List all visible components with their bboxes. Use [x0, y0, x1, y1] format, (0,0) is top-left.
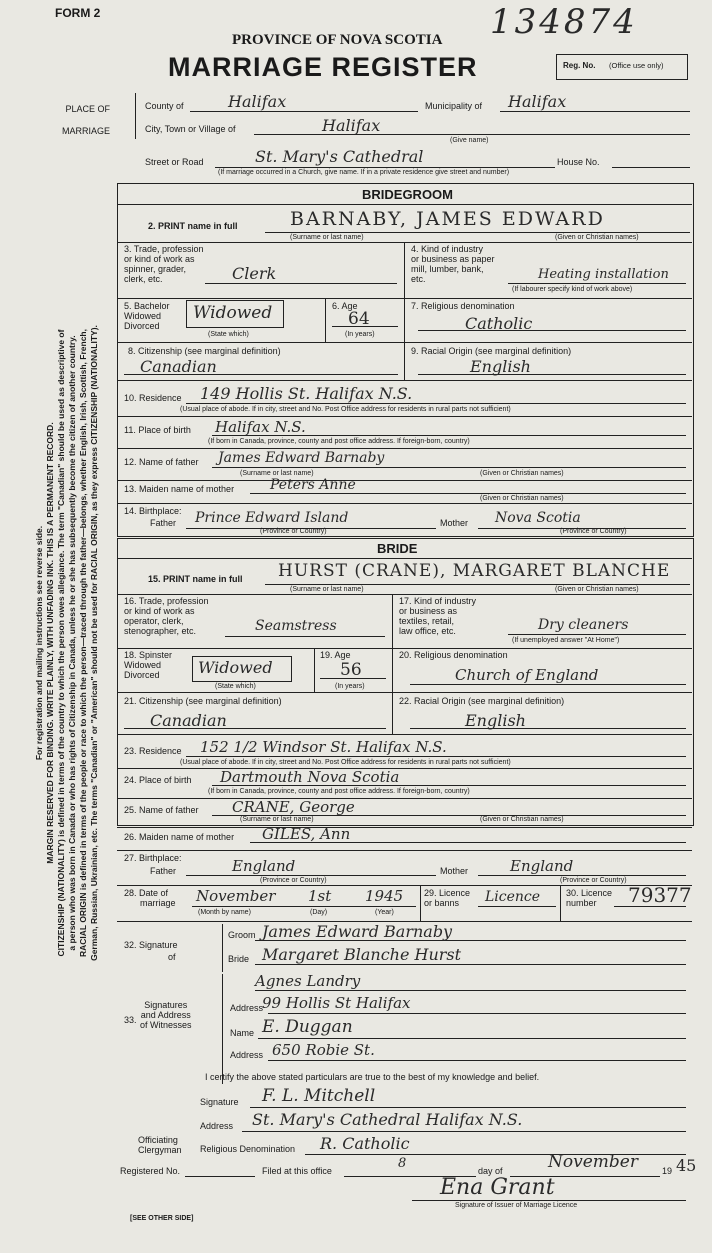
groom-trade-label: 3. Trade, profession or kind of work as spinner, grader, clerk, etc. [124, 244, 204, 284]
groom-birth-label: 11. Place of birth [124, 425, 191, 435]
margin-line: RACIAL ORIGIN is defined in terms of the people or race to which the person—traced through the father—belongs, whether English, Irish, Scottish, French, [78, 329, 88, 957]
clergy-signature-word: Signature [200, 1097, 239, 1107]
groom-signature: James Edward Barnaby [262, 922, 453, 941]
filed-day: 8 [398, 1156, 407, 1171]
groom-residence-value: 149 Hollis St. Halifax N.S. [200, 384, 413, 403]
groom-birthplace-label: 14. Birthplace: [124, 506, 182, 516]
house-label: House No. [557, 157, 600, 167]
groom-mother-birth: Nova Scotia [495, 510, 581, 526]
province-title: PROVINCE OF NOVA SCOTIA [232, 32, 443, 48]
bride-industry-value: Dry cleaners [538, 617, 629, 633]
margin-line: CITIZENSHIP (NATIONALITY) is defined in terms of the country to which the person owes allegiance. The term "Canadian" should be used as descriptive of [56, 329, 66, 957]
signature-label: 32. Signature [124, 940, 178, 950]
groom-father-word: Father [150, 518, 177, 528]
reg-no-box [556, 54, 688, 80]
street-note: (If marriage occurred in a Church, give name. If in a private residence give street and number) [218, 169, 510, 176]
bride-birth-label: 24. Place of birth [124, 775, 192, 785]
bride-father-word: Father [150, 866, 177, 876]
municipality-value: Halifax [508, 92, 567, 111]
marriage-year: 1945 [365, 887, 404, 905]
office-use-label: (Office use only) [609, 61, 664, 70]
county-value: Halifax [228, 92, 287, 111]
bride-in-years: (In years) [335, 683, 365, 690]
bride-birth-value: Dartmouth Nova Scotia [220, 768, 400, 786]
bride-status-value: Widowed [198, 658, 273, 677]
bride-residence-value: 152 1/2 Windsor St. Halifax N.S. [200, 738, 447, 756]
witness-label: Signatures and Address of Witnesses [140, 1000, 192, 1030]
place-label-2: MARRIAGE [62, 126, 111, 136]
filed-year: 45 [676, 1156, 697, 1175]
bride-mother-word: Mother [440, 866, 469, 876]
groom-birth-value: Halifax N.S. [215, 418, 306, 436]
bridegroom-heading: BRIDEGROOM [362, 187, 453, 202]
clergy-address: St. Mary's Cathedral Halifax N.S. [252, 1110, 523, 1129]
bride-name-value: HURST (CRANE), MARGARET BLANCHE [278, 561, 671, 581]
form-number: 134874 [490, 2, 638, 42]
groom-status-label: 5. Bachelor Widowed Divorced [124, 301, 170, 331]
groom-industry-value: Heating installation [538, 267, 669, 282]
groom-residence-cap: (Usual place of abode. If in city, street and No. Post Office address for residents in rural parts not sufficient) [180, 406, 511, 413]
groom-mother-given-cap: (Given or Christian names) [480, 495, 564, 502]
given-cap: (Given or Christian names) [555, 234, 639, 241]
witness2-address: 650 Robie St. [272, 1041, 375, 1059]
form-label: FORM 2 [55, 6, 101, 20]
bride-father-given-cap: (Given or Christian names) [480, 816, 564, 823]
bride-mother-birth: England [510, 857, 574, 875]
bride-residence-label: 23. Residence [124, 746, 182, 756]
bride-birth-cap: (If born in Canada, province, county and post office address. If foreign-born, country) [208, 788, 470, 795]
groom-prov-cap-1: (Province or Country) [260, 528, 327, 535]
groom-word: Groom [228, 930, 256, 940]
month-cap: (Month by name) [198, 909, 251, 916]
bride-surname-cap: (Surname or last name) [290, 586, 364, 593]
groom-age-value: 64 [348, 309, 370, 329]
witness1-name: Agnes Landry [255, 972, 361, 990]
groom-industry-label: 4. Kind of industry or business as paper mill, lumber, bank, etc. [411, 244, 495, 284]
bride-state-which: (State which) [215, 683, 256, 690]
bride-religion-value: Church of England [455, 666, 599, 684]
margin-line: MARGIN RESERVED FOR BINDING. WRITE PLAINLY, WITH UNFADING INK. THIS IS A PERMANENT RECORD. [45, 422, 55, 864]
groom-racial-value: English [470, 357, 531, 376]
groom-residence-label: 10. Residence [124, 393, 182, 403]
clergy-address-word: Address [200, 1121, 234, 1131]
bride-status-label: 18. Spinster Widowed Divorced [124, 650, 173, 680]
bride-heading: BRIDE [377, 541, 418, 556]
street-value: St. Mary's Cathedral [255, 147, 424, 166]
groom-birth-cap: (If born in Canada, province, county and post office address. If foreign-born, country) [208, 438, 470, 445]
bride-mother-label: 26. Maiden name of mother [124, 832, 235, 842]
groom-father-value: James Edward Barnaby [218, 450, 385, 466]
groom-status-value: Widowed [193, 303, 273, 323]
witness2-name-word: Name [230, 1028, 255, 1038]
county-label: County of [145, 101, 184, 111]
licence-no-label: 30. Licence number [566, 888, 613, 908]
day-of-label: day of [478, 1166, 503, 1176]
signature-of: of [168, 952, 176, 962]
registered-no-label: Registered No. [120, 1166, 181, 1176]
place-label [62, 98, 110, 142]
groom-religion-label: 7. Religious denomination [411, 301, 515, 311]
date-label: 28. Date of marriage [124, 888, 176, 908]
issuer-signature: Ena Grant [440, 1175, 555, 1200]
groom-prov-cap-2: (Province or Country) [560, 528, 627, 535]
groom-religion-value: Catholic [465, 314, 533, 333]
bride-signature: Margaret Blanche Hurst [262, 945, 462, 964]
marriage-day: 1st [308, 887, 332, 905]
groom-citizenship-label: 8. Citizenship (see marginal definition) [128, 346, 281, 356]
groom-father-given-cap: (Given or Christian names) [480, 470, 564, 477]
bride-word: Bride [228, 954, 250, 964]
groom-citizenship-value: Canadian [140, 357, 217, 376]
licence-no-value: 79377 [628, 883, 692, 907]
page-title: MARRIAGE REGISTER [168, 52, 478, 82]
bride-prov-cap-1: (Province or Country) [260, 877, 327, 884]
bride-father-surname-cap: (Surname or last name) [240, 816, 314, 823]
bride-mother-value: GILES, Ann [262, 825, 351, 843]
groom-father-birth: Prince Edward Island [195, 510, 349, 526]
year-cap: (Year) [375, 909, 394, 916]
licence-value: Licence [485, 889, 541, 905]
groom-trade-value: Clerk [232, 264, 277, 283]
clergy-religion-word: Religious Denomination [200, 1144, 296, 1154]
bride-prov-cap-2: (Province or Country) [560, 877, 627, 884]
marriage-month: November [196, 887, 276, 905]
witness2-name: E. Duggan [262, 1017, 353, 1037]
state-which-cap: (State which) [208, 331, 249, 338]
groom-mother-label: 13. Maiden name of mother [124, 484, 235, 494]
margin-instructions [12, 230, 118, 1020]
bride-age-label: 19. Age [320, 650, 351, 660]
day-cap: (Day) [310, 909, 328, 916]
issuer-caption: Signature of Issuer of Marriage Licence [455, 1202, 578, 1209]
reg-no-label: Reg. No. [563, 61, 596, 70]
bride-name-label: 15. PRINT name in full [148, 574, 243, 584]
place-label-1: PLACE OF [65, 104, 111, 114]
groom-father-surname-cap: (Surname or last name) [240, 470, 314, 477]
officiating-label: Officiating Clergyman [138, 1135, 182, 1155]
filed-year-prefix: 19 [662, 1166, 673, 1176]
groom-age-label: 6. Age [332, 301, 358, 311]
street-label: Street or Road [145, 157, 204, 167]
in-years-cap: (In years) [345, 331, 375, 338]
witness1-address-word: Address [230, 1003, 264, 1013]
bride-age-value: 56 [340, 660, 362, 680]
groom-industry-cap: (If labourer specify kind of work above) [512, 286, 633, 293]
witness1-address: 99 Hollis St Halifax [262, 994, 411, 1012]
groom-mother-word: Mother [440, 518, 469, 528]
certify-text: I certify the above stated particulars are true to the best of my knowledge and belief. [205, 1072, 540, 1082]
bride-racial-label: 22. Racial Origin (see marginal definition) [399, 696, 565, 706]
bride-trade-label: 16. Trade, profession or kind of work as operator, clerk, stenographer, etc. [124, 596, 209, 636]
filed-label: Filed at this office [262, 1166, 332, 1176]
licence-label: 29. Licence or banns [424, 888, 471, 908]
see-other-side: [SEE OTHER SIDE] [130, 1215, 194, 1222]
bride-religion-label: 20. Religious denomination [399, 650, 508, 660]
groom-father-label: 12. Name of father [124, 457, 199, 467]
filed-month: November [548, 1152, 638, 1172]
bride-father-label: 25. Name of father [124, 805, 199, 815]
bride-industry-label: 17. Kind of industry or business as textiles, retail, law office, etc. [399, 596, 477, 636]
groom-mother-value: Peters Anne [270, 477, 356, 493]
give-name-cap: (Give name) [450, 137, 489, 144]
bride-father-birth: England [232, 857, 296, 875]
witness2-address-word: Address [230, 1050, 264, 1060]
groom-name-value: BARNABY, JAMES EDWARD [290, 208, 605, 230]
surname-cap: (Surname or last name) [290, 234, 364, 241]
bride-birthplace-label: 27. Birthplace: [124, 853, 182, 863]
bride-residence-cap: (Usual place of abode. If in city, street and No. Post Office address for residents in rural parts not sufficient) [180, 759, 511, 766]
municipality-label: Municipality of [425, 101, 483, 111]
bride-father-value: CRANE, George [232, 798, 355, 816]
bride-citizenship-value: Canadian [150, 711, 227, 730]
city-value: Halifax [322, 116, 381, 135]
margin-line: For registration and mailing instructions see reverse side. [34, 525, 44, 761]
city-label: City, Town or Village of [145, 124, 236, 134]
bride-trade-value: Seamstress [255, 618, 337, 634]
bride-citizenship-label: 21. Citizenship (see marginal definition) [124, 696, 282, 706]
groom-racial-label: 9. Racial Origin (see marginal definition) [411, 346, 572, 356]
groom-name-label: 2. PRINT name in full [148, 221, 238, 231]
margin-line: a person who was born in Canada or who has rights of Citizenship in Canada, unless he or she has subsequently become the citizen of another country. [67, 335, 77, 951]
bride-industry-cap: (If unemployed answer "At Home") [512, 637, 620, 644]
clergy-signature: F. L. Mitchell [262, 1086, 376, 1106]
witness-no: 33. [124, 1015, 137, 1025]
margin-line: German, Russian, Ukrainian, etc. The terms "Canadian" or "American" should not be used for RACIAL ORIGIN, as they express CITIZENSHIP (NATIONALITY). [89, 325, 99, 961]
clergy-religion: R. Catholic [320, 1134, 410, 1153]
bride-given-cap: (Given or Christian names) [555, 586, 639, 593]
bride-racial-value: English [465, 711, 526, 730]
